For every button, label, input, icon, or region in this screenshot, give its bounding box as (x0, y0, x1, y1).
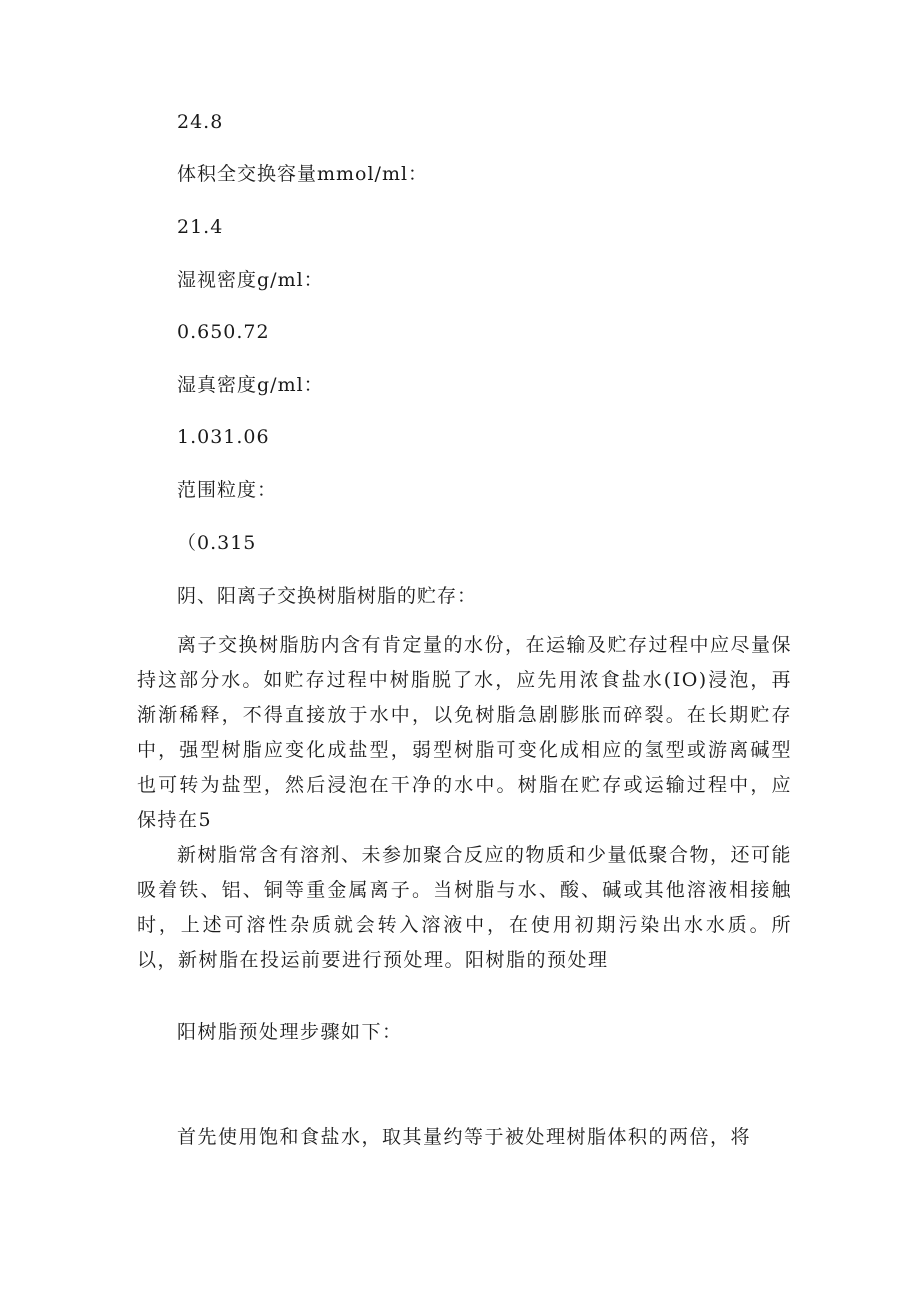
value-line: 24.8 (177, 111, 224, 133)
label-line: 湿视密度g/ml： (177, 269, 324, 291)
value-line: 21.4 (177, 216, 224, 238)
label-line: 范围粒度： (177, 479, 278, 501)
paragraph-pretreatment-intro: 新树脂常含有溶剂、未参加聚合反应的物质和少量低聚合物，还可能吸着铁、铝、铜等重金属离子。当树脂与水、酸、碱或其他溶液相接触时，上述可溶性杂质就会转入溶液中，在使用初期污染出水水质。所以，新树脂在投运前要进行预处理。阳树脂的预处理 (137, 844, 793, 971)
paragraph-first-step: 首先使用饱和食盐水，取其量约等于被处理树脂体积的两倍，将 (177, 1126, 752, 1148)
label-line: 体积全交换容量mmol/ml： (177, 163, 429, 185)
section-heading: 阴、阳离子交换树脂树脂的贮存： (177, 585, 478, 607)
value-line: （0.315 (177, 532, 257, 554)
label-line: 湿真密度g/ml： (177, 374, 324, 396)
paragraph-resin-storage: 离子交换树脂肪内含有肯定量的水份，在运输及贮存过程中应尽量保持这部分水。如贮存过程中树脂脱了水，应先用浓食盐水(IO)浸泡，再渐渐稀释，不得直接放于水中，以免树脂急剧膨胀而碎裂。在长期贮存中，强型树脂应变化成盐型，弱型树脂可变化成相应的氢型或游离碱型也可转为盐型，然后浸泡在干净的水中。树脂在贮存或运输过程中，应保持在5 (137, 634, 793, 831)
value-line: 0.650.72 (177, 321, 270, 343)
paragraph-cation-steps: 阳树脂预处理步骤如下： (177, 1021, 403, 1043)
value-line: 1.031.06 (177, 426, 270, 448)
